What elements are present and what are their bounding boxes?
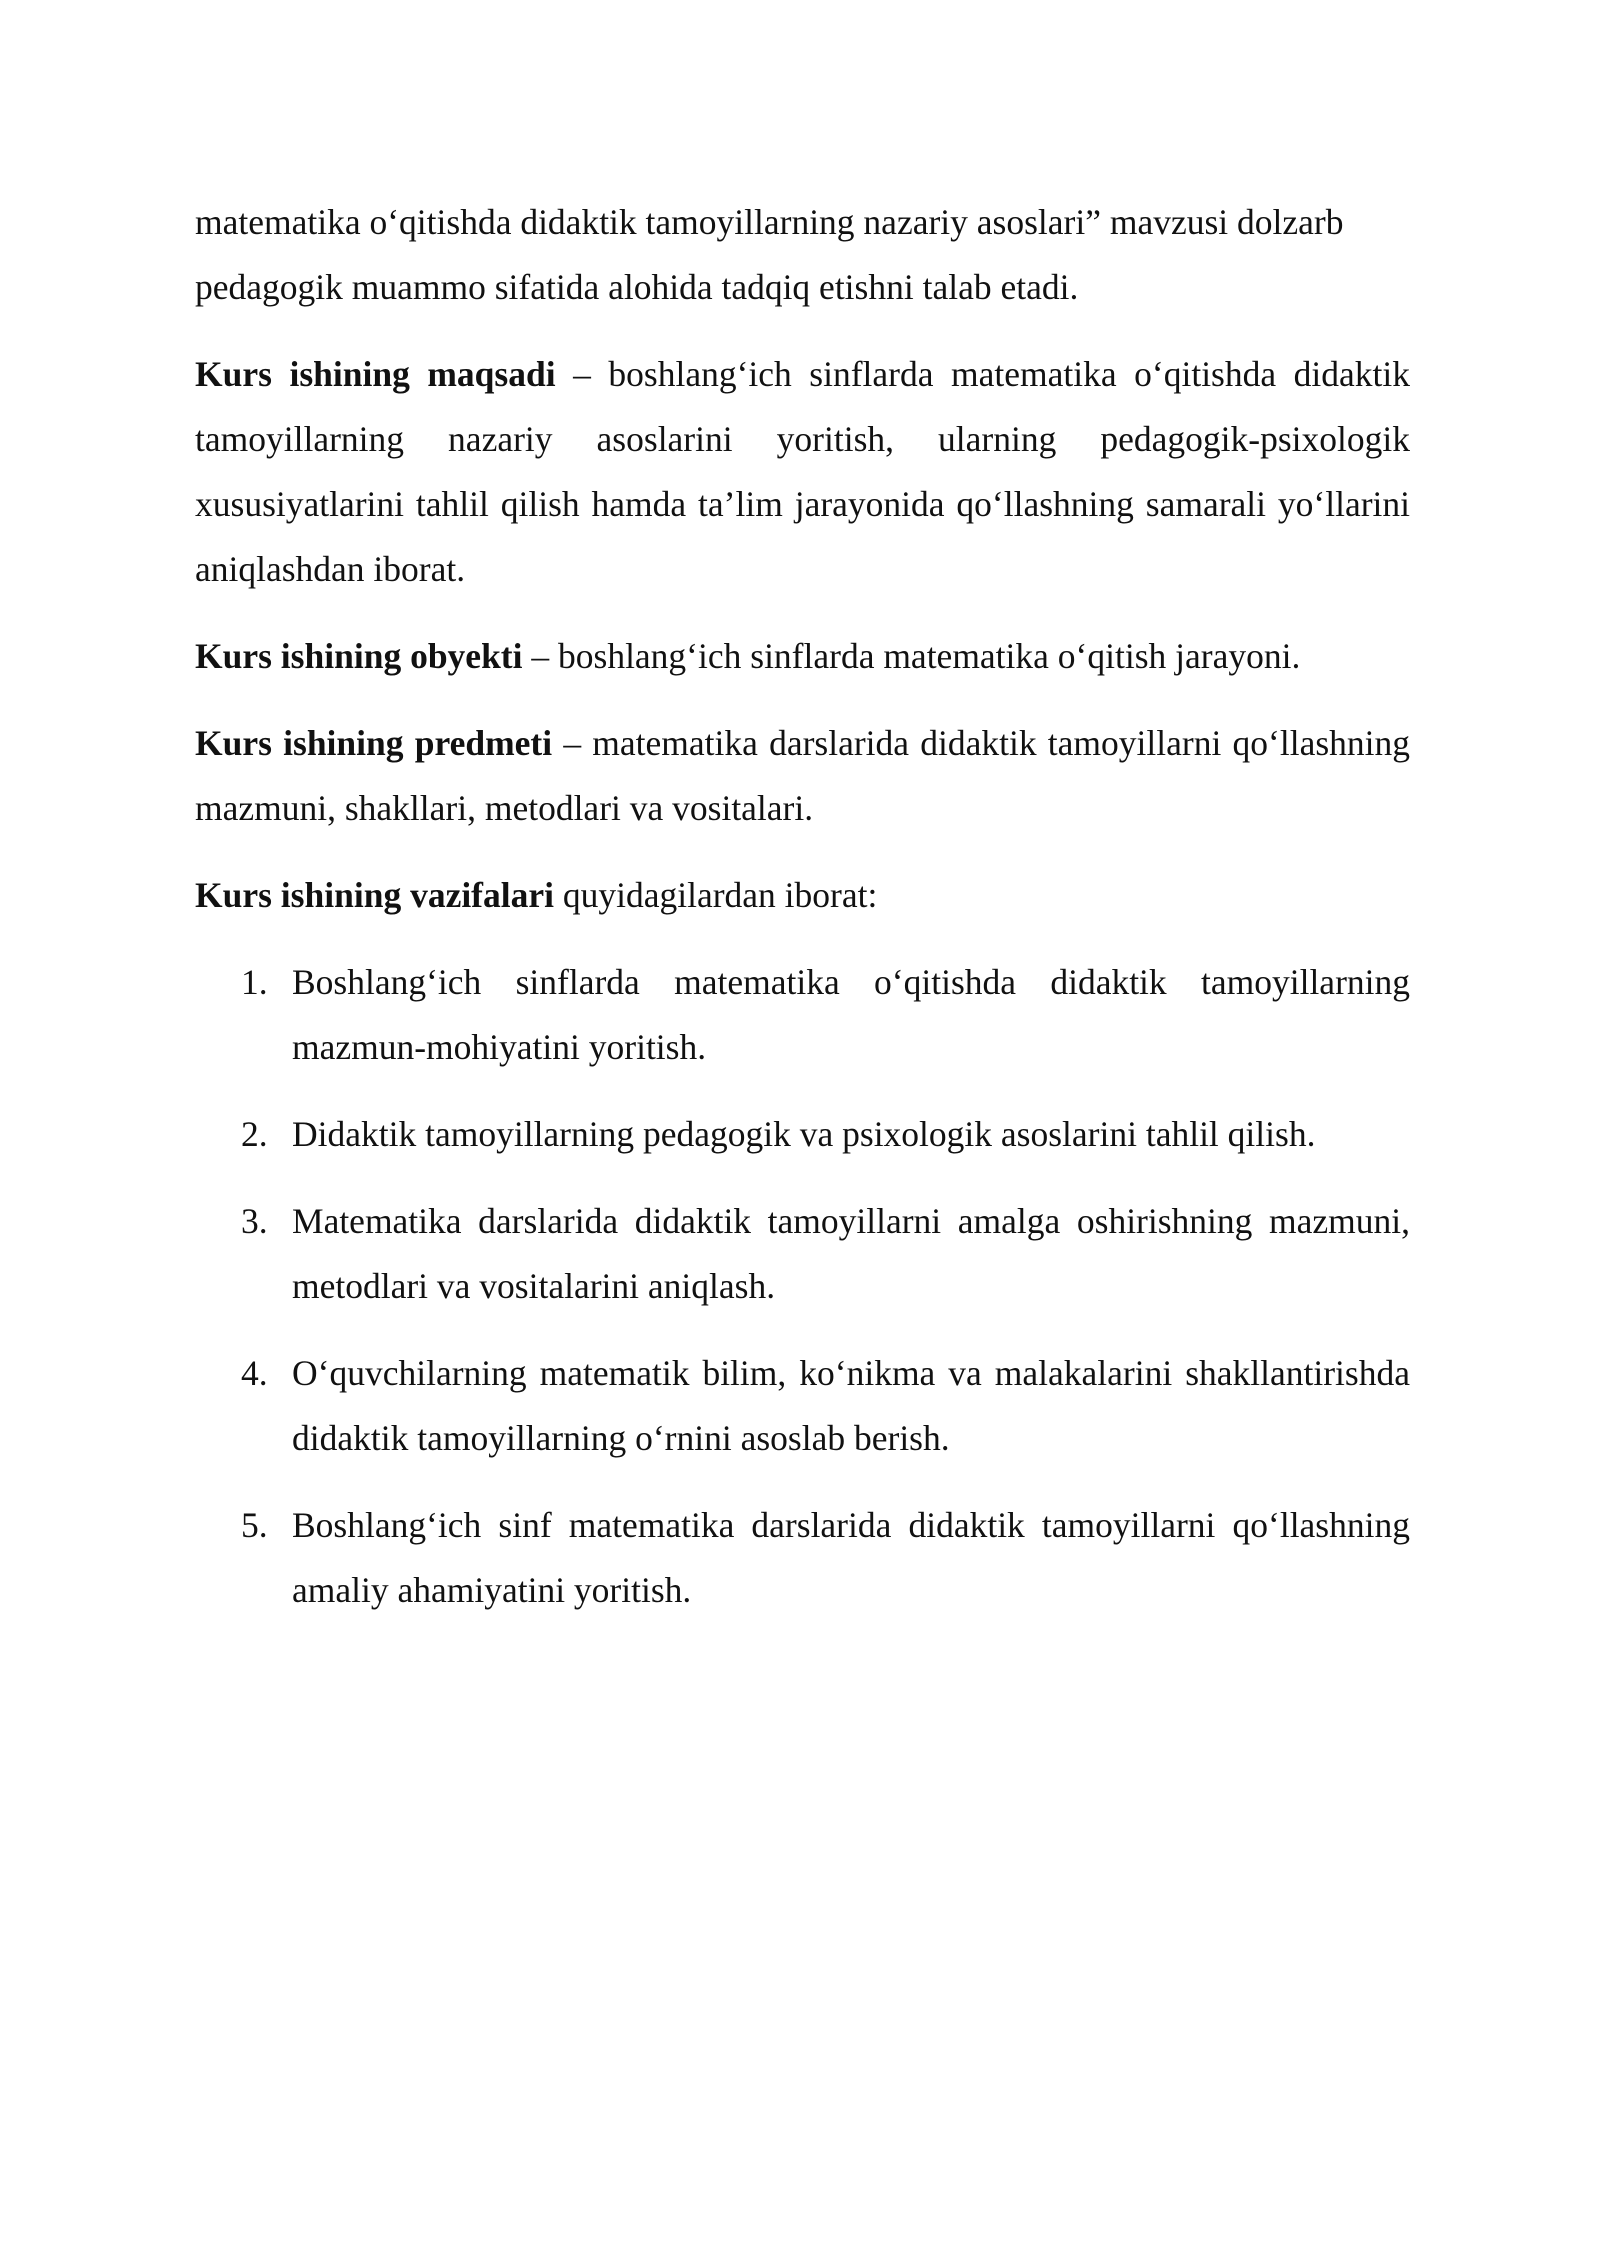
list-item-number: 3.	[241, 1201, 268, 1241]
list-item-text: Didaktik tamoyillarning pedagogik va psixologik asoslarini tahlil qilish.	[292, 1114, 1316, 1154]
goal-text: – boshlang‘ich sinflarda matematika o‘qitishda didaktik tamoyillarning nazariy asoslarini yoritish, ularning pedagogik-psixologik xususiyatlarini tahlil qilish hamda ta’lim jarayonida qo‘llashning samarali yo‘llarini aniqlashdan iborat.	[195, 354, 1410, 589]
intro-text: matematika o‘qitishda didaktik tamoyillarning nazariy asoslari” mavzusi dolzarb pedagogik muammo sifatida alohida tadqiq etishni talab etadi.	[195, 202, 1344, 307]
intro-paragraph	[195, 190, 1410, 320]
list-item-text: Boshlang‘ich sinflarda matematika o‘qitishda didaktik tamoyillarning mazmun-mohiyatini yoritish.	[292, 962, 1410, 1067]
tasks-text: quyidagilardan iborat:	[554, 875, 878, 915]
subject-paragraph	[195, 711, 1410, 841]
object-paragraph	[195, 624, 1410, 689]
subject-text: – matematika darslarida didaktik tamoyillarni qo‘llashning mazmuni, shakllari, metodlari va vositalari.	[195, 723, 1411, 828]
subject-label: Kurs ishining predmeti	[195, 723, 553, 763]
list-item-text: Boshlang‘ich sinf matematika darslarida didaktik tamoyillarni qo‘llashning amaliy ahamiyatini yoritish.	[292, 1505, 1410, 1610]
list-item	[195, 1493, 1410, 1623]
object-text: – boshlang‘ich sinflarda matematika o‘qitish jarayoni.	[522, 636, 1301, 676]
list-item	[195, 1341, 1410, 1471]
goal-label: Kurs ishining maqsadi	[195, 354, 556, 394]
tasks-paragraph	[195, 863, 1410, 928]
list-item-number: 1.	[241, 962, 268, 1002]
list-item	[195, 1189, 1410, 1319]
tasks-list	[195, 950, 1410, 1623]
list-item	[195, 950, 1410, 1080]
list-item-number: 4.	[241, 1353, 268, 1393]
list-item	[195, 1102, 1410, 1167]
list-item-text: O‘quvchilarning matematik bilim, ko‘nikma va malakalarini shakllantirishda didaktik tamoyillarning o‘rnini asoslab berish.	[292, 1353, 1410, 1458]
list-item-number: 2.	[241, 1114, 268, 1154]
list-item-text: Matematika darslarida didaktik tamoyillarni amalga oshirishning mazmuni, metodlari va vositalarini aniqlash.	[292, 1201, 1410, 1306]
goal-paragraph	[195, 342, 1410, 602]
tasks-label: Kurs ishining vazifalari	[195, 875, 554, 915]
object-label: Kurs ishining obyekti	[195, 636, 523, 676]
document-page	[195, 190, 1410, 1645]
list-item-number: 5.	[241, 1505, 268, 1545]
